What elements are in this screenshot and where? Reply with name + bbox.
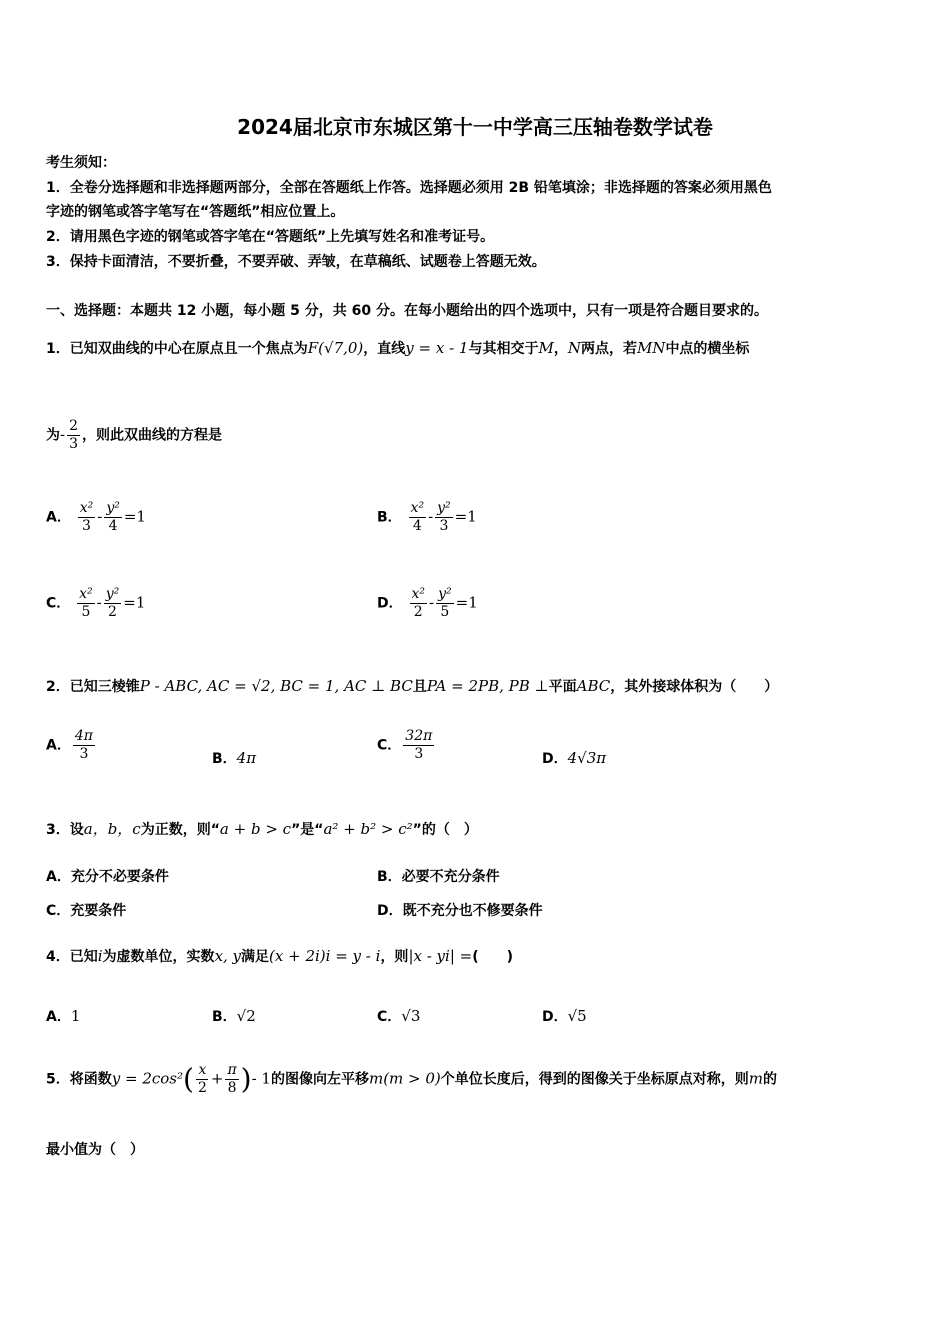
q3-stem: 3．设a，b，c为正数，则“a + b > c”是“a² + b² > c²”的（ ） bbox=[46, 820, 478, 838]
q2-option-d[interactable]: D．4√3π bbox=[542, 749, 607, 767]
q5-stem-cont: 最小值为（ ） bbox=[46, 1142, 144, 1158]
notice-item-1-cont: 字迹的钢笔或答字笔写在“答题纸”相应位置上。 bbox=[46, 204, 345, 220]
q4-option-b[interactable]: B．√2 bbox=[212, 1007, 256, 1025]
notice-item-2: 2．请用黑色字迹的钢笔或答字笔在“答题纸”上先填写姓名和准考证号。 bbox=[46, 229, 495, 245]
q5-stem: 5．将函数y = 2cos²( $\frac{x}{2}$ + $\frac{\pi}{8}$ )- 1的图像向左平移m(m > 0)个单位长度后，得到的图像关于坐标原点对称，则m的 bbox=[46, 1062, 778, 1096]
page-title: 2024届北京市东城区第十一中学高三压轴卷数学试卷 bbox=[237, 115, 713, 139]
q1-focus: F(√7,0) bbox=[307, 339, 364, 357]
q3-option-b[interactable]: B．必要不充分条件 bbox=[377, 869, 500, 885]
q2-stem: 2．已知三棱锥P - ABC, AC = √2, BC = 1, AC ⊥ BC且PA = 2PB, PB ⊥平面ABC，其外接球体积为（ ） bbox=[46, 677, 779, 695]
q4-option-c[interactable]: C．√3 bbox=[377, 1007, 421, 1025]
q1-stem: 1．已知双曲线的中心在原点且一个焦点为F(√7,0)，直线y = x - 1与其相交于M，N两点，若MN中点的横坐标 bbox=[46, 339, 750, 357]
q1-option-c[interactable]: C． $\frac{\text{x²}}{5}$ - $\frac{\text{y²}}{2}$ =1 bbox=[46, 586, 146, 620]
q1-option-b[interactable]: B． $\frac{\text{x²}}{4}$ - $\frac{\text{y²}}{3}$ =1 bbox=[377, 500, 477, 534]
q1-line: y = x - 1 bbox=[405, 339, 469, 357]
q3-option-a[interactable]: A．充分不必要条件 bbox=[46, 869, 169, 885]
notice-heading: 考生须知： bbox=[46, 155, 116, 171]
q2-option-b[interactable]: B．4π bbox=[212, 749, 257, 767]
section-heading: 一、选择题：本题共 12 小题，每小题 5 分，共 60 分。在每小题给出的四个选项中，只有一项是符合题目要求的。 bbox=[46, 303, 768, 319]
q1-option-d[interactable]: D． $\frac{\text{x²}}{2}$ - $\frac{\text{y²}}{5}$ =1 bbox=[377, 586, 478, 620]
q2-option-c[interactable]: C． $\frac{32\pi}{3}$ bbox=[377, 728, 433, 762]
q4-option-d[interactable]: D．√5 bbox=[542, 1007, 587, 1025]
q3-option-c[interactable]: C．充要条件 bbox=[46, 903, 127, 919]
q4-option-a[interactable]: A．1 bbox=[46, 1007, 81, 1025]
q4-stem: 4．已知i为虚数单位，实数x, y满足(x + 2i)i = y - i，则|x - yi| =( ) bbox=[46, 947, 514, 965]
q1-option-a[interactable]: A． $\frac{\text{x²}}{3}$ - $\frac{\text{y²}}{4}$ =1 bbox=[46, 500, 146, 534]
notice-item-3: 3．保持卡面清洁，不要折叠，不要弄破、弄皱，在草稿纸、试题卷上答题无效。 bbox=[46, 254, 546, 270]
q2-option-a[interactable]: A． $\frac{4\pi}{3}$ bbox=[46, 728, 93, 762]
q1-fraction: $\frac{2}{3}$ bbox=[69, 418, 78, 452]
notice-item-1: 1．全卷分选择题和非选择题两部分，全部在答题纸上作答。选择题必须用 2B 铅笔填涂；非选择题的答案必须用黑色 bbox=[46, 180, 772, 196]
q3-option-d[interactable]: D．既不充分也不修要条件 bbox=[377, 903, 543, 919]
q1-stem-cont: 为- $\frac{2}{3}$ ，则此双曲线的方程是 bbox=[46, 418, 222, 452]
